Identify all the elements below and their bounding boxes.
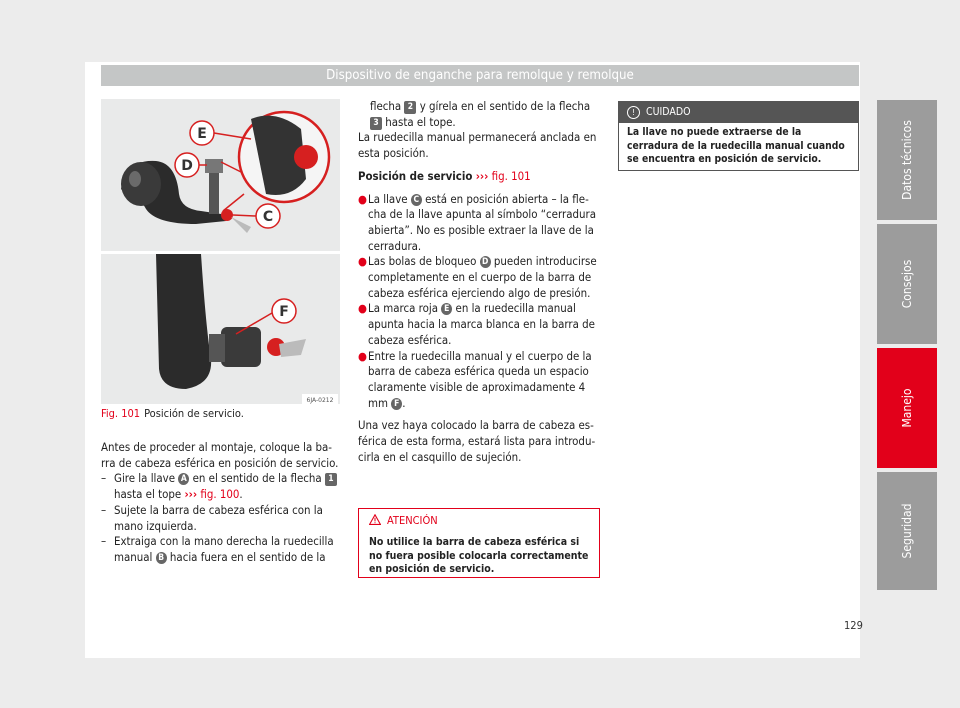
figure-photo <box>101 99 340 404</box>
key-a-badge: A <box>178 473 189 485</box>
bullet-mark-e: ● La marca roja E en la ruedecilla manual apunta hacia la marca blanca en la barra de cabeza esférica. <box>358 301 595 347</box>
intro-paragraph: Antes de proceder al montaje, coloque la barra de cabeza esférica en posición de servicio. <box>101 440 339 470</box>
exclamation-circle-icon: ! <box>627 106 640 119</box>
caption-text: Posición de servicio. <box>144 407 244 420</box>
reference-arrow: ››› <box>475 168 489 183</box>
figure-code: 6JA-0212 <box>306 397 334 404</box>
figure-caption <box>101 407 340 420</box>
step-3: – Extraiga con la mano derecha la ruedecilla manual B hacia fuera en el sentido de la <box>101 534 339 565</box>
step-1: – Gire la llave A en el sentido de la flecha 1 hasta el tope ››› fig. 100. <box>101 471 339 502</box>
mark-e-badge: E <box>441 303 452 315</box>
service-position-heading: Posición de servicio ››› fig. 101 <box>358 168 531 183</box>
caution-header <box>619 102 858 123</box>
bullet-balls-d: ● Las bolas de bloqueo D pueden introducirse completamente en el cuerpo de la barra de cabeza esférica ejerciendo algo de presión. <box>358 254 597 300</box>
warning-text: No utilice la barra de cabeza esférica si no fuera posible colocarla correctamente en posición de servicio. <box>369 536 589 575</box>
text-column-2 <box>358 99 602 465</box>
bullet-gap-f: ● Entre la ruedecilla manual y el cuerpo de la barra de cabeza esférica queda un espacio claramente visible de aproximadamente 4 mm F . <box>358 348 592 410</box>
warning-box <box>358 508 600 578</box>
final-paragraph: Una vez haya colocado la barra de cabeza esférica de esta forma, estará lista para introducirla en el casquillo de sujeción. <box>358 418 596 464</box>
link-fig-101[interactable]: fig. 101 <box>491 168 531 183</box>
caution-title: CUIDADO <box>646 106 691 118</box>
tab-manejo[interactable]: Manejo <box>877 348 937 468</box>
warning-header <box>359 509 599 533</box>
tab-seguridad[interactable]: Seguridad <box>877 472 937 590</box>
step-2: – Sujete la barra de cabeza esférica con la mano izquierda. <box>101 503 339 534</box>
key-c-badge: C <box>411 194 422 206</box>
tab-consejos[interactable]: Consejos <box>877 224 937 344</box>
callout-f: F <box>279 304 289 320</box>
figure-101 <box>101 99 340 429</box>
text-column-1 <box>101 440 339 566</box>
page-number: 129 <box>844 619 863 632</box>
anchored-paragraph: La ruedecilla manual permanecerá anclada en esta posición. <box>358 130 597 161</box>
arrow-3-badge: 3 <box>370 117 382 130</box>
callout-e: E <box>197 126 207 142</box>
arrow-1-badge: 1 <box>325 473 337 486</box>
reference-arrow: ››› <box>184 487 198 502</box>
caution-box <box>618 101 859 171</box>
step-3-continued: flecha 2 y gírela en el sentido de la flecha 3 hasta el tope. <box>370 99 591 129</box>
caution-text: La llave no puede extraerse de la cerradura de la ruedecilla manual cuando se encuentra en posición de servicio. <box>627 126 845 165</box>
callout-d: D <box>181 158 193 174</box>
page-header: Dispositivo de enganche para remolque y remolque <box>101 65 859 86</box>
link-fig-100[interactable]: fig. 100 <box>200 487 240 502</box>
callout-c: C <box>262 209 274 225</box>
warning-triangle-icon <box>369 514 381 525</box>
ball-d-badge: D <box>480 256 491 268</box>
tab-datos-tecnicos[interactable]: Datos técnicos <box>877 100 937 220</box>
caption-label: Fig. 101 <box>101 407 141 420</box>
arrow-2-badge: 2 <box>404 101 416 114</box>
key-b-badge: B <box>156 552 167 564</box>
bullet-key-c: ● La llave C está en posición abierta – la flecha de la llave apunta al símbolo “cerradura abierta”. No es posible extraer la llave de la cerradura. <box>358 191 596 253</box>
warning-title: ATENCIÓN <box>387 514 438 527</box>
gap-f-badge: F <box>391 398 402 410</box>
